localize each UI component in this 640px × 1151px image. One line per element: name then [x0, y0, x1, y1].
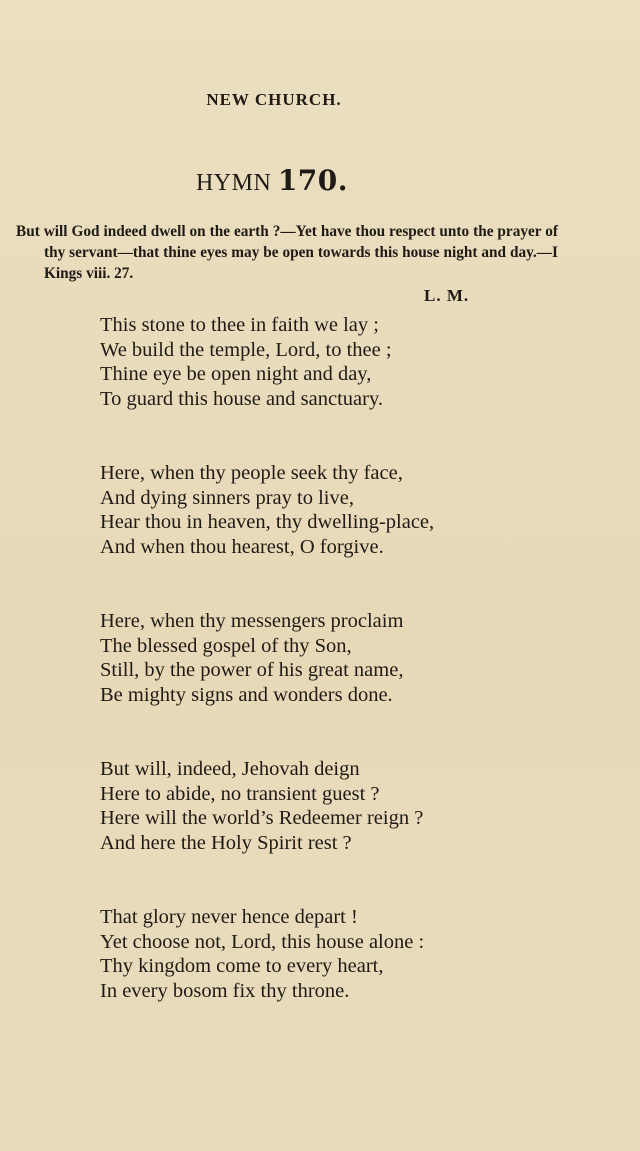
stanza-2	[100, 461, 530, 559]
hymn-number: 170.	[277, 164, 349, 197]
verse-line: Here, when thy messengers proclaim	[100, 610, 404, 632]
stanza-1	[100, 313, 530, 411]
scripture-epigraph: But will God indeed dwell on the earth ?—Yet have thou respect unto the prayer of thy servant—that thine eyes may be open towards this house night and day.—I Kings viii. 27.	[16, 223, 558, 282]
verse-line: Hear thou in heaven, thy dwelling-place,	[100, 511, 435, 533]
hymn-title	[0, 164, 544, 197]
verse-line: To guard this house and sanctuary.	[100, 387, 384, 410]
verse-line: Still, by the power of his great name,	[100, 659, 404, 681]
verse-line: And here the Holy Spirit rest ?	[100, 831, 352, 854]
verse-line: We build the temple, Lord, to thee ;	[100, 338, 392, 361]
verse-line: And when thou hearest, O forgive.	[100, 535, 384, 558]
hymn-label: HYMN	[195, 170, 272, 196]
meter-label: L. M.	[424, 286, 470, 305]
verse-line: Here, when thy people seek thy face,	[100, 462, 403, 484]
verse-line: Thine eye be open night and day,	[100, 363, 372, 385]
stanza-3	[100, 609, 530, 707]
stanza-4	[100, 757, 530, 855]
verse-line: That glory never hence depart !	[100, 906, 358, 928]
verse-line: And dying sinners pray to live,	[100, 486, 354, 509]
verse-line: Here to abide, no transient guest ?	[100, 782, 380, 805]
verse-line: The blessed gospel of thy Son,	[100, 634, 352, 657]
verse-line: Here will the world’s Redeemer reign ?	[100, 807, 424, 829]
verse-line: Thy kingdom come to every heart,	[100, 955, 384, 977]
verse-line: Yet choose not, Lord, this house alone :	[100, 930, 425, 953]
verse-line: Be mighty signs and wonders done.	[100, 683, 393, 706]
verse-line: This stone to thee in faith we lay ;	[100, 314, 379, 336]
verse-line: In every bosom fix thy throne.	[100, 979, 350, 1002]
stanza-5	[100, 905, 530, 1003]
running-head: NEW CHURCH.	[206, 90, 342, 109]
verse-line: But will, indeed, Jehovah deign	[100, 758, 360, 780]
